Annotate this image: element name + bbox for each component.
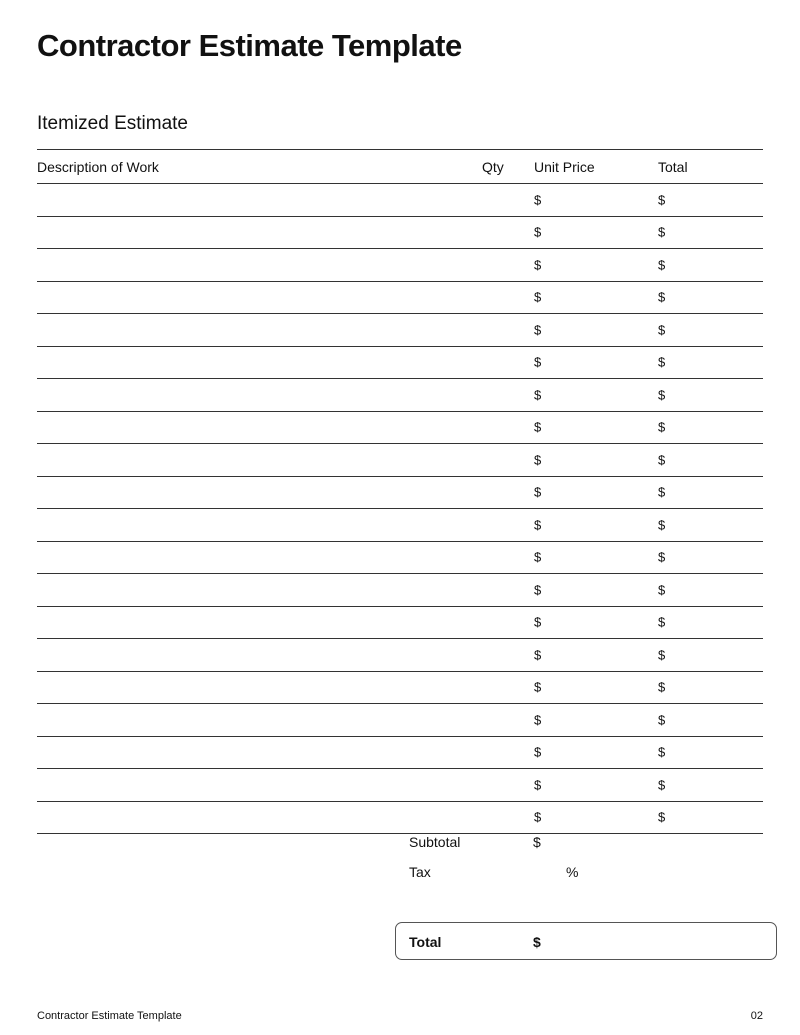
unit-price-cell[interactable]: $ [534, 419, 542, 435]
total-cell[interactable]: $ [658, 809, 666, 825]
total-cell[interactable]: $ [658, 614, 666, 630]
table-row [37, 347, 763, 380]
table-row [37, 282, 763, 315]
table-row [37, 639, 763, 672]
total-box [395, 922, 777, 960]
column-header-qty: Qty [482, 158, 504, 175]
unit-price-cell[interactable]: $ [534, 322, 542, 338]
unit-price-cell[interactable]: $ [534, 809, 542, 825]
unit-price-cell[interactable]: $ [534, 549, 542, 565]
unit-price-cell[interactable]: $ [534, 354, 542, 370]
total-cell[interactable]: $ [658, 452, 666, 468]
total-cell[interactable]: $ [658, 289, 666, 305]
table-row [37, 769, 763, 802]
total-cell[interactable]: $ [658, 387, 666, 403]
total-cell[interactable]: $ [658, 224, 666, 240]
table-row [37, 477, 763, 510]
table-row [37, 672, 763, 705]
unit-price-cell[interactable]: $ [534, 192, 542, 208]
table-row [37, 379, 763, 412]
unit-price-cell[interactable]: $ [534, 289, 542, 305]
table-row [37, 574, 763, 607]
subtotal-label: Subtotal [409, 834, 461, 850]
estimate-table [37, 149, 763, 834]
subtotal-currency: $ [533, 834, 541, 850]
unit-price-cell[interactable]: $ [534, 744, 542, 760]
total-cell[interactable]: $ [658, 744, 666, 760]
table-row [37, 249, 763, 282]
unit-price-cell[interactable]: $ [534, 712, 542, 728]
total-cell[interactable]: $ [658, 712, 666, 728]
table-row [37, 444, 763, 477]
unit-price-cell[interactable]: $ [534, 679, 542, 695]
table-row [37, 607, 763, 640]
unit-price-cell[interactable]: $ [534, 777, 542, 793]
total-cell[interactable]: $ [658, 679, 666, 695]
table-row [37, 314, 763, 347]
table-row [37, 184, 763, 217]
footer-page-number: 02 [750, 1010, 763, 1022]
total-currency: $ [533, 934, 541, 950]
table-row [37, 412, 763, 445]
total-cell[interactable]: $ [658, 777, 666, 793]
table-body [37, 184, 763, 834]
unit-price-cell[interactable]: $ [534, 582, 542, 598]
table-row [37, 217, 763, 250]
total-cell[interactable]: $ [658, 647, 666, 663]
total-cell[interactable]: $ [658, 192, 666, 208]
unit-price-cell[interactable]: $ [534, 224, 542, 240]
total-cell[interactable]: $ [658, 257, 666, 273]
unit-price-cell[interactable]: $ [534, 257, 542, 273]
total-label: Total [409, 934, 442, 950]
unit-price-cell[interactable]: $ [534, 387, 542, 403]
table-row [37, 737, 763, 770]
total-cell[interactable]: $ [658, 419, 666, 435]
section-title: Itemized Estimate [37, 113, 188, 134]
unit-price-cell[interactable]: $ [534, 517, 542, 533]
tax-percent: % [566, 864, 579, 880]
total-cell[interactable]: $ [658, 484, 666, 500]
total-cell[interactable]: $ [658, 549, 666, 565]
table-row [37, 542, 763, 575]
table-row [37, 704, 763, 737]
table-row [37, 802, 763, 835]
unit-price-cell[interactable]: $ [534, 647, 542, 663]
unit-price-cell[interactable]: $ [534, 452, 542, 468]
column-header-description: Description of Work [37, 158, 159, 175]
column-header-unit-price: Unit Price [534, 158, 595, 175]
tax-label: Tax [409, 864, 431, 880]
unit-price-cell[interactable]: $ [534, 484, 542, 500]
table-row [37, 509, 763, 542]
total-cell[interactable]: $ [658, 322, 666, 338]
table-header [37, 150, 763, 184]
total-cell[interactable]: $ [658, 517, 666, 533]
total-cell[interactable]: $ [658, 354, 666, 370]
page-title: Contractor Estimate Template [37, 28, 462, 63]
column-header-total: Total [658, 158, 688, 175]
unit-price-cell[interactable]: $ [534, 614, 542, 630]
total-cell[interactable]: $ [658, 582, 666, 598]
footer-title: Contractor Estimate Template [37, 1010, 182, 1022]
